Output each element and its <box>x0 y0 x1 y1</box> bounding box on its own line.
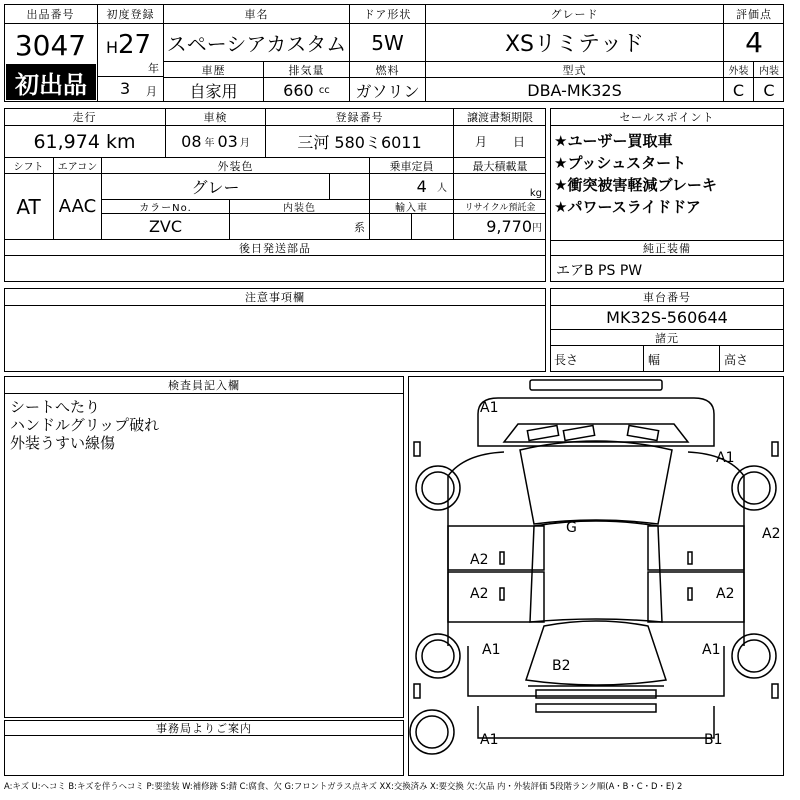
sales-point-1: ★ユーザー買取車 <box>554 132 673 150</box>
notes-label: 注意事項欄 <box>4 288 546 306</box>
mark-rear-left: A1 <box>480 732 499 748</box>
recycle-fee: 9,770 円 <box>454 214 546 240</box>
displacement: 660 cc <box>264 78 350 102</box>
grade-label: グレード <box>426 4 724 24</box>
car-diagram <box>408 376 784 776</box>
history-label: 車歴 <box>164 62 264 78</box>
lot-number: 3047 <box>4 24 98 66</box>
equipment: エアB PS PW <box>556 263 643 279</box>
int-grade: C <box>763 80 775 100</box>
reg-year: 27 <box>118 30 152 60</box>
plate-label: 登録番号 <box>266 108 454 126</box>
mark-right-door-rear: A2 <box>716 586 735 602</box>
seats-label: 乗車定員 <box>370 158 454 174</box>
fuel-label: 燃料 <box>350 62 426 78</box>
int-color: 系 <box>230 214 370 240</box>
shift-label: シフト <box>4 158 54 174</box>
sales-label: セールスポイント <box>550 108 784 126</box>
fuel: ガソリン <box>350 78 426 102</box>
chassis-number: MK32S-560644 <box>550 306 784 330</box>
sales-point-2: ★プッシュスタート <box>554 154 687 172</box>
ext-color: グレー <box>102 174 330 200</box>
year-unit: 年 <box>148 62 159 75</box>
first-reg-year <box>98 24 164 77</box>
disp-label: 排気量 <box>264 62 350 78</box>
mark-glass: G <box>566 520 577 536</box>
inspector-line-2: ハンドルグリップ破れ <box>10 416 160 434</box>
history: 自家用 <box>164 78 264 102</box>
mark-left-door-rear: A2 <box>470 586 489 602</box>
length-cell: 長さ <box>550 346 644 372</box>
load-label: 最大積載量 <box>454 158 546 174</box>
inspector-line-3: 外装うすい線傷 <box>10 434 116 452</box>
inspector-label: 検査員記入欄 <box>4 376 404 394</box>
plate-number: 三河 580ミ6011 <box>266 126 454 158</box>
mileage-label: 走行 <box>4 108 166 126</box>
first-reg-label: 初度登録 <box>98 4 164 24</box>
int-label: 内装 <box>754 62 784 78</box>
reg-month: 3 <box>120 79 131 98</box>
transfer-deadline: 月 日 <box>454 126 546 158</box>
month-unit: 月 <box>146 85 157 98</box>
ac: AAC <box>54 174 102 240</box>
width-cell: 幅 <box>644 346 720 372</box>
inspection-date: 08 年 03 月 <box>166 126 266 158</box>
shift: AT <box>4 174 54 240</box>
ext-label: 外装 <box>724 62 754 78</box>
import-label: 輸入車 <box>370 200 454 214</box>
chassis-label: 車台番号 <box>550 288 784 306</box>
mark-rear-right: B1 <box>704 732 723 748</box>
colorno-label: カラーNo. <box>102 200 230 214</box>
name-label: 車名 <box>164 4 350 24</box>
office-label: 事務局よりご案内 <box>4 720 404 736</box>
mark-front-left: A1 <box>480 400 499 416</box>
later-parts-label: 後日発送部品 <box>4 240 546 256</box>
sales-point-3: ★衝突被害軽減ブレーキ <box>554 176 717 194</box>
inspector-line-1: シートへたり <box>10 398 101 416</box>
first-listing-badge: 初出品 <box>6 64 96 100</box>
model-code: DBA-MK32S <box>426 78 724 102</box>
ac-label: エアコン <box>54 158 102 174</box>
mark-right-side: A2 <box>762 526 781 542</box>
doors-label: ドア形状 <box>350 4 426 24</box>
grade: XSリミテッド <box>426 24 724 62</box>
seats: 4 人 <box>370 174 454 200</box>
mark-right-rear-fender: A1 <box>702 642 721 658</box>
color-number: ZVC <box>102 214 230 240</box>
color-label: 外装色 <box>102 158 370 174</box>
dims-label: 諸元 <box>550 330 784 346</box>
mark-roof-rear: B2 <box>552 658 571 674</box>
mark-left-door-front: A2 <box>470 552 489 568</box>
score-label: 評価点 <box>724 4 784 24</box>
era: H <box>106 38 119 57</box>
legend: A:キズ U:ヘコミ B:キズを伴うヘコミ P:要塗装 W:補修跡 S:錆 C:腐食、欠 G:フロントガラス点キズ XX:交換済み X:要交換 欠:欠品 内・外装評価 5段階ランク順(A・B・C・D・E) 2 <box>4 781 683 791</box>
intcolor-label: 内装色 <box>230 200 370 214</box>
recycle-label: リサイクル預託金 <box>454 200 546 214</box>
first-reg-month <box>98 77 164 102</box>
lot-label: 出品番号 <box>4 4 98 24</box>
height-cell: 高さ <box>724 352 749 367</box>
mileage: 61,974 km <box>4 126 166 158</box>
car-name: スペーシアカスタム <box>164 24 350 62</box>
doors: 5W <box>350 24 426 62</box>
score: 4 <box>724 24 784 62</box>
ext-grade: C <box>724 78 754 102</box>
mark-left-rear-fender: A1 <box>482 642 501 658</box>
equip-label: 純正装備 <box>550 240 784 256</box>
model-label: 型式 <box>426 62 724 78</box>
inspect-label: 車検 <box>166 108 266 126</box>
mark-front-right: A1 <box>716 450 735 466</box>
transfer-label: 譲渡書類期限 <box>454 108 546 126</box>
sales-point-4: ★パワースライドドア <box>554 198 701 216</box>
max-load: kg <box>454 174 546 200</box>
